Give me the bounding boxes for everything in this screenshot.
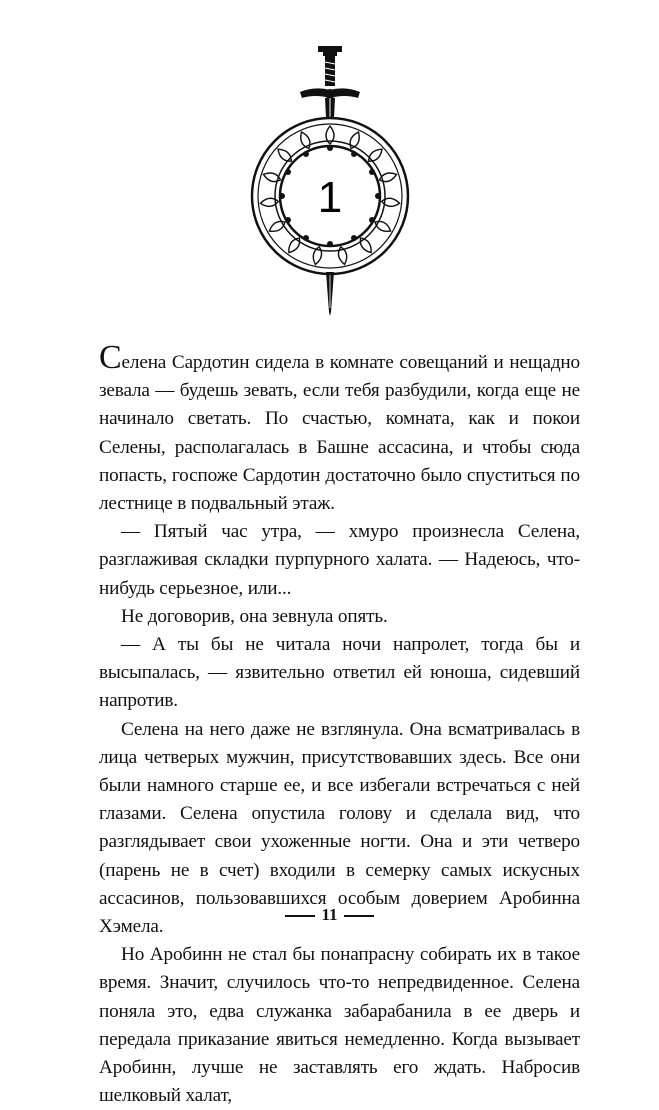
paragraph-2: — Пятый час утра, — хмуро произнесла Селена, разглаживая складки пурпурного халата. — Надеюсь, что-нибудь серьезное, или... xyxy=(99,521,580,599)
page-number: 11 xyxy=(321,905,338,924)
paragraph-4: — А ты бы не читала ночи напролет, тогда бы и высыпалась, — язвительно ответил ей юноша, сидевший напротив. xyxy=(99,634,580,712)
paragraph-1 xyxy=(99,339,580,518)
paragraph-1-text: елена Сардотин сидела в комнате совещаний и нещадно зевала — будешь зевать, если тебя разбудили, когда еще не начинало светать. По счастью, комната, как и покои Селены, располагалась в Башне ассасина, и чтобы сюда попасть, госпоже Сардотин достаточно было спуститься по лестнице в подвальный этаж. xyxy=(99,352,580,515)
footer-dash-left xyxy=(285,915,315,917)
drop-cap: С xyxy=(99,339,122,376)
paragraph-6: Но Аробинн не стал бы понапрасну собирать их в такое время. Значит, случилось что-то непредвиденное. Селена поняла это, едва служанка забарабанила в ее дверь и передала приказание явиться немедленно. Когда вызывает Аробинн, лучше не заставлять его ждать. Набросив шелковый халат, xyxy=(99,944,580,1107)
paragraph-3: Не договорив, она зевнула опять. xyxy=(121,605,388,627)
chapter-number: 1 xyxy=(317,173,342,222)
footer-dash-right xyxy=(344,915,374,917)
sword-ring-emblem xyxy=(230,40,430,325)
chapter-text xyxy=(99,339,580,1110)
paragraph-5: Селена на него даже не взглянула. Она всматривалась в лица четверых мужчин, присутствовавших здесь. Все они были намного старше ее, и все избегали встречаться с ней глазами. Селена опустила голову и сделала вид, что разглядывает свои ухоженные ногти. Она и эти четверо (парень не в счет) входили в семерку самых искусных ассасинов, пользовавшихся особым доверием Аробинна Хэмела. xyxy=(99,718,580,938)
page-footer xyxy=(0,905,659,925)
chapter-emblem xyxy=(0,40,659,325)
